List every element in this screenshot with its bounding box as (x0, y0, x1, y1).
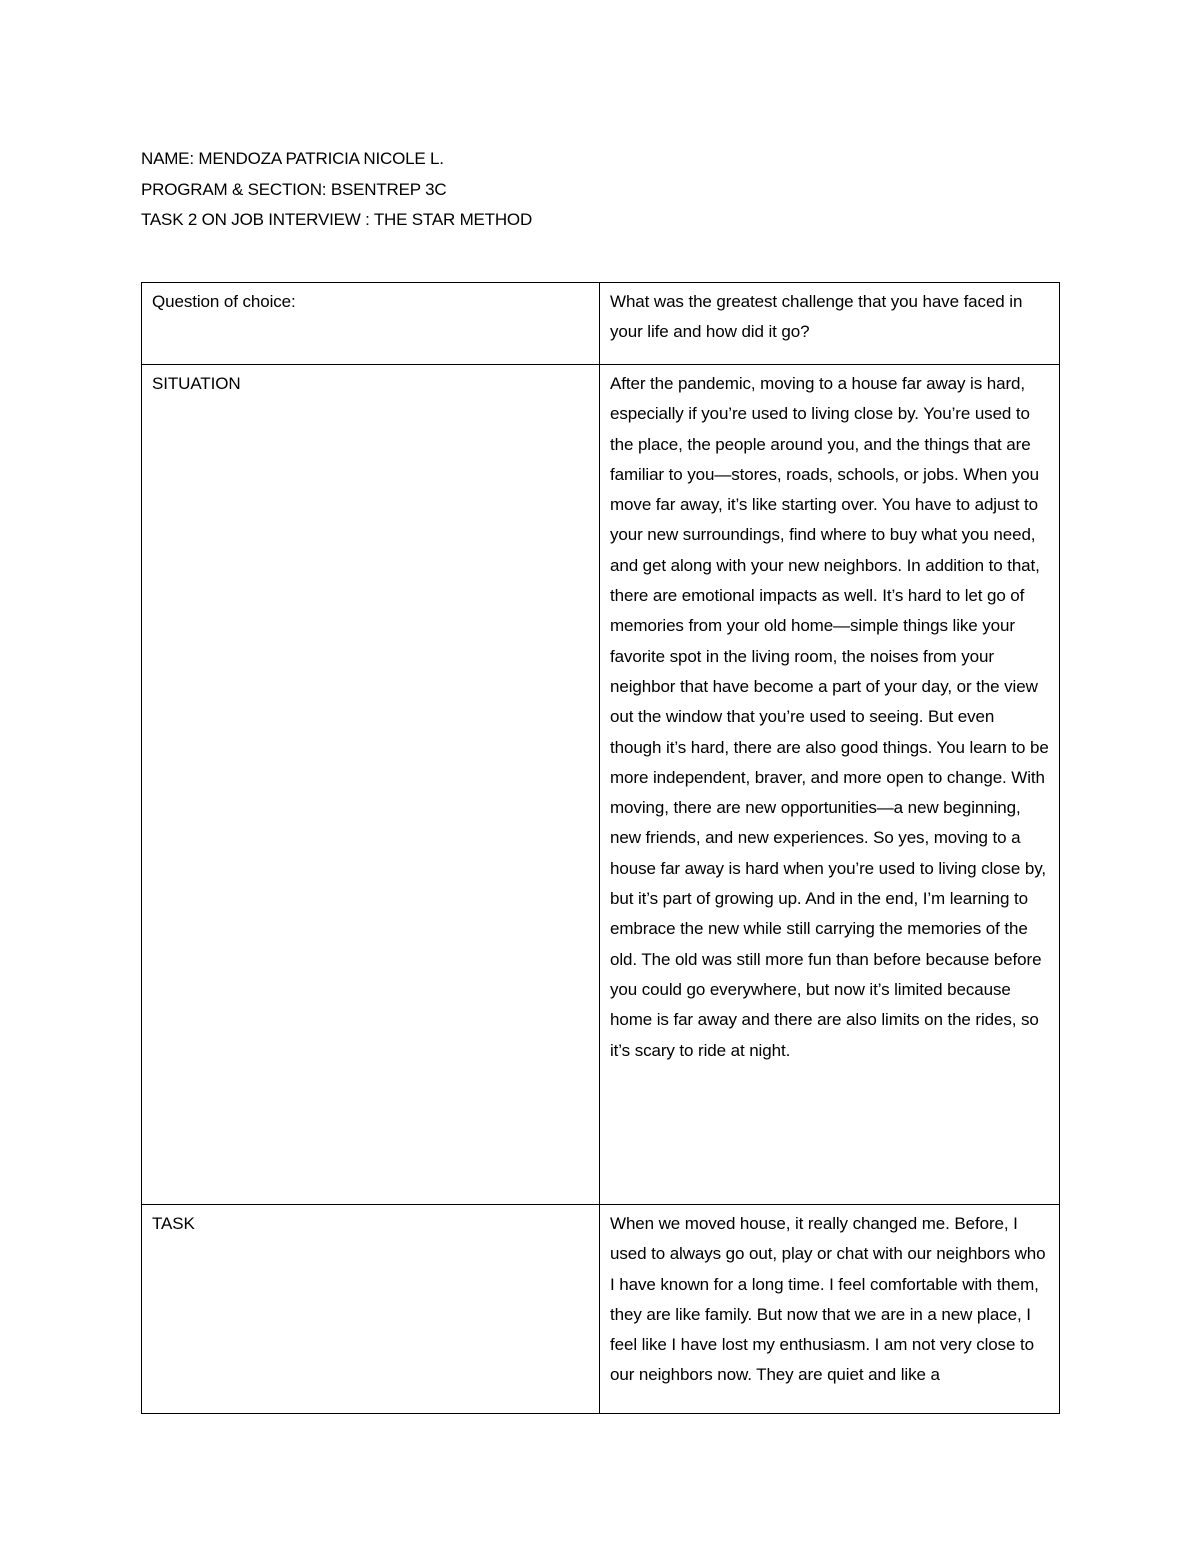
question-label-cell (142, 283, 600, 365)
program-section-line: PROGRAM & SECTION: BSENTREP 3C (141, 179, 447, 199)
document-header (141, 144, 1059, 236)
table-row-situation (142, 365, 1060, 1205)
question-label: Question of choice: (152, 292, 296, 311)
star-method-table (141, 282, 1060, 1414)
question-content-cell (600, 283, 1060, 365)
task-title-line: TASK 2 ON JOB INTERVIEW : THE STAR METHOD (141, 210, 533, 229)
name-line: NAME: MENDOZA PATRICIA NICOLE L. (141, 149, 444, 168)
table-row-task (142, 1205, 1060, 1414)
task-label-cell (142, 1205, 600, 1414)
task-text: When we moved house, it really changed me. Before, I used to always go out, play or chat with our neighbors who I have known for a long time. I feel comfortable with them, they are like family. But now that we are in a new place, I feel like I have lost my enthusiasm. I am not very close to our neighbors now. They are quiet and like a (610, 1214, 1046, 1385)
question-text: What was the greatest challenge that you have faced in your life and how did it go? (610, 292, 1023, 342)
table-row-question (142, 283, 1060, 365)
situation-text: After the pandemic, moving to a house far away is hard, especially if you’re used to living close by. You’re used to the place, the people around you, and the things that are familiar to you—stores, roads, schools, or jobs. When you move far away, it’s like starting over. You have to adjust to your new surroundings, find where to buy what you need, and get along with your new neighbors. In addition to that, there are emotional impacts as well. It’s hard to let go of memories from your old home—simple things like your favorite spot in the living room, the noises from your neighbor that have become a part of your day, or the view out the window that you’re used to seeing. But even though it’s hard, there are also good things. You learn to be more independent, braver, and more open to change. With moving, there are new opportunities—a new beginning, new friends, and new experiences. So yes, moving to a house far away is hard when you’re used to living close by, but it’s part of growing up. And in the end, I’m learning to embrace the new while still carrying the memories of the old. The old was still more fun than before because before you could go everywhere, but now it’s limited because home is far away and there are also limits on the rides, so it’s scary to ride at night. (610, 374, 1049, 1060)
situation-label-cell (142, 365, 600, 1205)
situation-label: SITUATION (152, 374, 241, 393)
task-label: TASK (152, 1214, 195, 1233)
task-content-cell (600, 1205, 1060, 1414)
situation-content-cell (600, 365, 1060, 1205)
